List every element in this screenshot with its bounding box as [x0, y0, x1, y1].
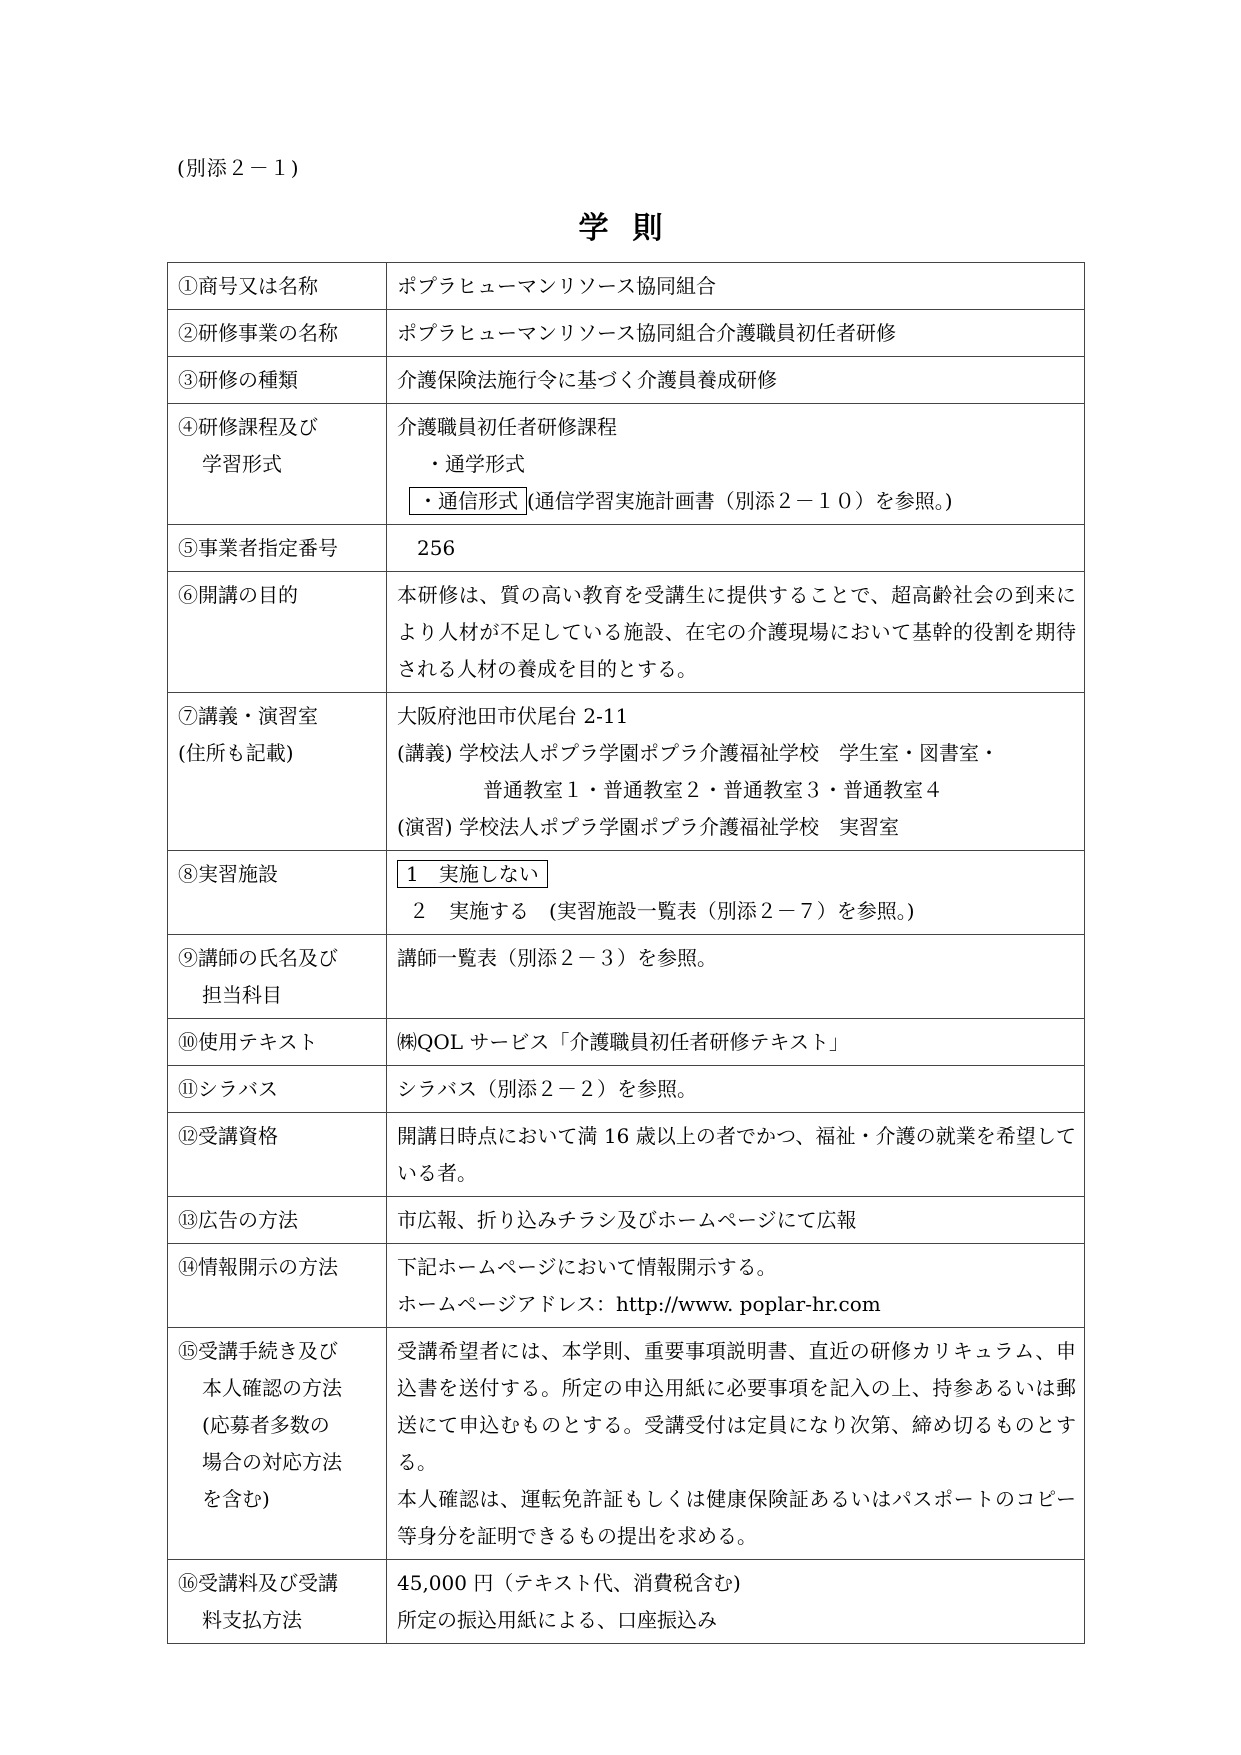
row-content	[387, 1328, 1085, 1560]
row-content: 講師一覧表（別添２－３）を参照。	[387, 935, 1085, 1019]
application-procedure: 受講希望者には、本学則、重要事項説明書、直近の研修カリキュラム、申込書を送付する。所定の申込用紙に必要事項を記入の上、持参あるいは郵送にて申込むものとする。受講受付は定員になり次第、締め切るものとする。	[397, 1339, 1076, 1474]
row-content: 介護保険法施行令に基づく介護員養成研修	[387, 357, 1085, 404]
table-row	[168, 1560, 1085, 1644]
table-row	[168, 693, 1085, 851]
row-label: ⑪シラバス	[168, 1066, 387, 1113]
payment-method: 所定の振込用紙による、口座振込み	[397, 1608, 717, 1632]
row-content: シラバス（別添２－２）を参照。	[387, 1066, 1085, 1113]
row-content: ポプラヒューマンリソース協同組合介護職員初任者研修	[387, 310, 1085, 357]
row-label: ⑫受講資格	[168, 1113, 387, 1197]
label-line: (応募者多数の	[202, 1413, 330, 1437]
table-row	[168, 1019, 1085, 1066]
row-label	[168, 935, 387, 1019]
table-row	[168, 310, 1085, 357]
option-not-implemented-selected: 1 実施しない	[397, 860, 548, 888]
lecture-location: (講義) 学校法人ポプラ学園ポプラ介護福祉学校 学生室・図書室・	[397, 741, 999, 765]
label-line: ⑦講義・演習室	[178, 704, 318, 728]
table-row	[168, 572, 1085, 693]
title-char-1: 学	[578, 211, 609, 246]
table-row	[168, 404, 1085, 525]
row-label: ⑤事業者指定番号	[168, 525, 387, 572]
label-line: ④研修課程及び	[178, 415, 318, 439]
row-content: 市広報、折り込みチラシ及びホームページにて広報	[387, 1197, 1085, 1244]
row-label: ①商号又は名称	[168, 263, 387, 310]
lecture-rooms: 普通教室１・普通教室２・普通教室３・普通教室４	[483, 778, 943, 802]
row-label	[168, 404, 387, 525]
label-line: を含む)	[202, 1487, 270, 1511]
address: 大阪府池田市伏尾台 2-11	[397, 704, 629, 728]
label-line: 本人確認の方法	[202, 1376, 342, 1400]
row-label: ⑬広告の方法	[168, 1197, 387, 1244]
row-content: ㈱QOL サービス「介護職員初任者研修テキスト」	[387, 1019, 1085, 1066]
document-title	[0, 203, 1241, 247]
row-content: 開講日時点において満 16 歳以上の者でかつ、福祉・介護の就業を希望している者。	[387, 1113, 1085, 1197]
table-row	[168, 1197, 1085, 1244]
row-content	[387, 1244, 1085, 1328]
row-content	[387, 1560, 1085, 1644]
row-content	[387, 851, 1085, 935]
table-row	[168, 1244, 1085, 1328]
row-content: ポプラヒューマンリソース協同組合	[387, 263, 1085, 310]
title-char-2: 則	[632, 211, 663, 246]
table-row	[168, 851, 1085, 935]
table-row	[168, 935, 1085, 1019]
label-line: ⑨講師の氏名及び	[178, 946, 338, 970]
row-content	[387, 693, 1085, 851]
row-content: 本研修は、質の高い教育を受講生に提供することで、超高齢社会の到来により人材が不足している施設、在宅の介護現場において基幹的役割を期待される人材の養成を目的とする。	[387, 572, 1085, 693]
row-label	[168, 1560, 387, 1644]
row-label	[168, 693, 387, 851]
annex-label: (別添２－１)	[177, 156, 300, 180]
row-label: ⑥開講の目的	[168, 572, 387, 693]
option-correspondence-line	[397, 483, 1076, 520]
option-implemented: ２ 実施する (実習施設一覧表（別添２－７）を参照。)	[409, 899, 915, 923]
label-line: 学習形式	[202, 452, 282, 476]
table-row	[168, 1066, 1085, 1113]
table-row	[168, 263, 1085, 310]
designation-number: 256	[417, 536, 456, 560]
option-correspondence-selected: ・通信形式	[409, 487, 527, 515]
row-label: ③研修の種類	[168, 357, 387, 404]
label-line: 料支払方法	[202, 1608, 302, 1632]
row-label: ⑧実習施設	[168, 851, 387, 935]
homepage-address: ホームページアドレス：http://www. poplar-hr.com	[397, 1292, 881, 1316]
option-commute: ・通学形式	[425, 452, 525, 476]
row-label: ⑭情報開示の方法	[168, 1244, 387, 1328]
label-line: 場合の対応方法	[202, 1450, 342, 1474]
practice-location: (演習) 学校法人ポプラ学園ポプラ介護福祉学校 実習室	[397, 815, 899, 839]
row-label: ②研修事業の名称	[168, 310, 387, 357]
row-content	[387, 404, 1085, 525]
table-row	[168, 357, 1085, 404]
table-row	[168, 1328, 1085, 1560]
table-row	[168, 525, 1085, 572]
label-line: 担当科目	[202, 983, 282, 1007]
disclosure-text: 下記ホームページにおいて情報開示する。	[397, 1255, 777, 1279]
label-line: (住所も記載)	[178, 741, 294, 765]
correspondence-note: (通信学習実施計画書（別添２－１０）を参照。)	[527, 489, 953, 513]
rules-table	[167, 262, 1085, 1644]
label-line: ⑮受講手続き及び	[178, 1339, 338, 1363]
tuition-fee: 45,000 円（テキスト代、消費税含む)	[397, 1571, 741, 1595]
table-row	[168, 1113, 1085, 1197]
row-label	[168, 1328, 387, 1560]
course-name: 介護職員初任者研修課程	[397, 415, 617, 439]
identity-verification: 本人確認は、運転免許証もしくは健康保険証あるいはパスポートのコピー等身分を証明できるもの提出を求める。	[397, 1487, 1076, 1548]
row-label: ⑩使用テキスト	[168, 1019, 387, 1066]
label-line: ⑯受講料及び受講	[178, 1571, 338, 1595]
row-content	[387, 525, 1085, 572]
